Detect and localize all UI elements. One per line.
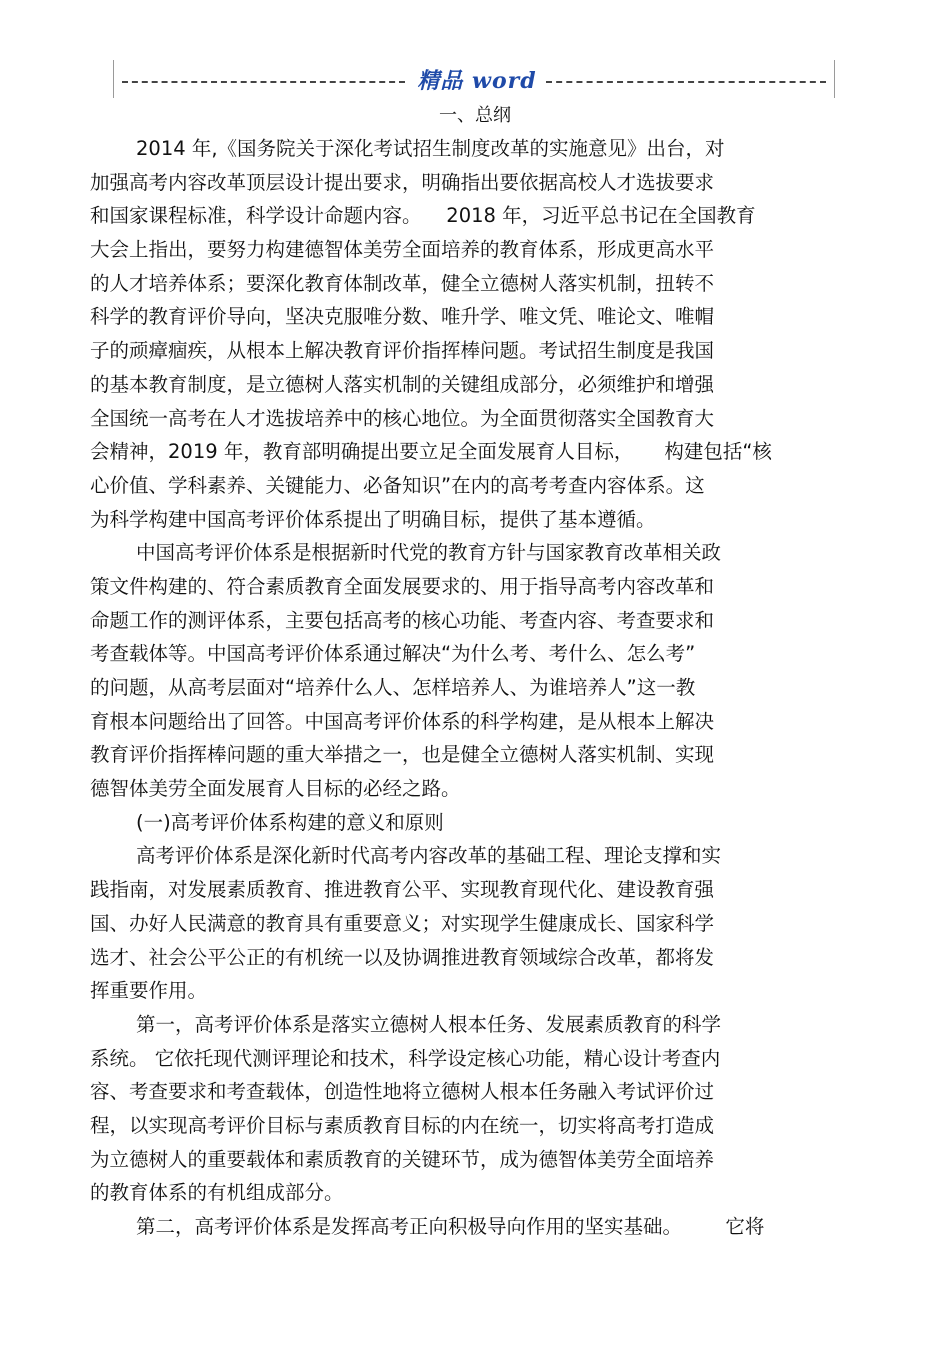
text-line: 为立德树人的重要载体和素质教育的关键环节，成为德智体美劳全面培养 — [90, 1147, 715, 1171]
text-line: 选才、社会公平公正的有机统一以及协调推进教育领域综合改革，都将发 — [90, 945, 715, 969]
text-line: 第二，高考评价体系是发挥高考正向积极导向作用的坚实基础。 它将 — [136, 1215, 765, 1238]
text-line: 程，以实现高考评价目标与素质教育目标的内在统一，切实将高考打造成 — [90, 1113, 715, 1137]
text-line: 大会上指出，要努力构建德智体美劳全面培养的教育体系，形成更高水平 — [90, 238, 715, 262]
text-line: 心价值、学科素养、关键能力、必备知识”在内的高考考查内容体系。这 — [90, 473, 705, 497]
text-line: 的问题，从高考层面对“培养什么人、怎样培养人、为谁培养人”这一教 — [90, 676, 696, 699]
text-line: 会精神，2019 年，教育部明确提出要立足全面发展育人目标， 构建包括“核 — [90, 440, 772, 464]
text-line: 挥重要作用。 — [90, 979, 208, 1003]
text-line: 加强高考内容改革顶层设计提出要求，明确指出要依据高校人才选拔要求 — [90, 170, 715, 194]
text-line: 国、办好人民满意的教育具有重要意义；对实现学生健康成长、国家科学 — [90, 911, 715, 935]
text-line: 子的顽瘴痼疾，从根本上解决教育评价指挥棒问题。考试招生制度是我国 — [90, 339, 715, 363]
text-line: 2014 年,《国务院关于深化考试招生制度改革的实施意见》出台，对 — [136, 137, 725, 160]
text-line: 科学的教育评价导向，坚决克服唯分数、唯升学、唯文凭、唯论文、唯帽 — [90, 305, 715, 329]
text-line: 和国家课程标准，科学设计命题内容。 2018 年，习近平总书记在全国教育 — [90, 204, 756, 228]
text-line: 高考评价体系是深化新时代高考内容改革的基础工程、理论支撑和实 — [136, 844, 722, 868]
header-dashed-rule-right — [546, 81, 826, 83]
text-line: 全国统一高考在人才选拔培养中的核心地位。为全面贯彻落实全国教育大 — [90, 406, 715, 430]
text-line: 的教育体系的有机组成部分。 — [90, 1181, 344, 1205]
section-title: 一、总纲 — [439, 105, 511, 126]
header-dashed-rule-left — [122, 81, 405, 83]
text-line: 容、考查要求和考查载体，创造性地将立德树人根本任务融入考试评价过 — [90, 1080, 715, 1104]
text-line: 教育评价指挥棒问题的重大举措之一，也是健全立德树人落实机制、实现 — [90, 743, 715, 767]
text-line: 的基本教育制度，是立德树人落实机制的关键组成部分，必须维护和增强 — [90, 372, 715, 396]
text-line: (一)高考评价体系构建的意义和原则 — [136, 810, 444, 834]
text-line: 策文件构建的、符合素质教育全面发展要求的、用于指导高考内容改革和 — [90, 574, 715, 598]
text-line: 第一，高考评价体系是落实立德树人根本任务、发展素质教育的科学 — [136, 1012, 722, 1036]
text-line: 德智体美劳全面发展育人目标的必经之路。 — [90, 777, 461, 801]
header-title: 精品 word — [417, 68, 537, 94]
text-line: 育根本问题给出了回答。中国高考评价体系的科学构建，是从根本上解决 — [90, 709, 715, 733]
text-line: 为科学构建中国高考评价体系提出了明确目标，提供了基本遵循。 — [90, 507, 656, 531]
text-line: 考查载体等。中国高考评价体系通过解决“为什么考、考什么、怎么考” — [90, 642, 696, 666]
text-line: 践指南，对发展素质教育、推进教育公平、实现教育现代化、建设教育强 — [90, 878, 715, 902]
text-line: 的人才培养体系；要深化教育体制改革，健全立德树人落实机制，扭转不 — [90, 271, 715, 295]
text-line: 系统。 它依托现代测评理论和技术，科学设定核心功能，精心设计考查内 — [90, 1046, 721, 1070]
page-header — [113, 60, 835, 98]
text-line: 中国高考评价体系是根据新时代党的教育方针与国家教育改革相关政 — [136, 541, 722, 565]
text-line: 命题工作的测评体系，主要包括高考的核心功能、考查内容、考查要求和 — [90, 608, 715, 632]
body-text — [90, 132, 860, 1244]
